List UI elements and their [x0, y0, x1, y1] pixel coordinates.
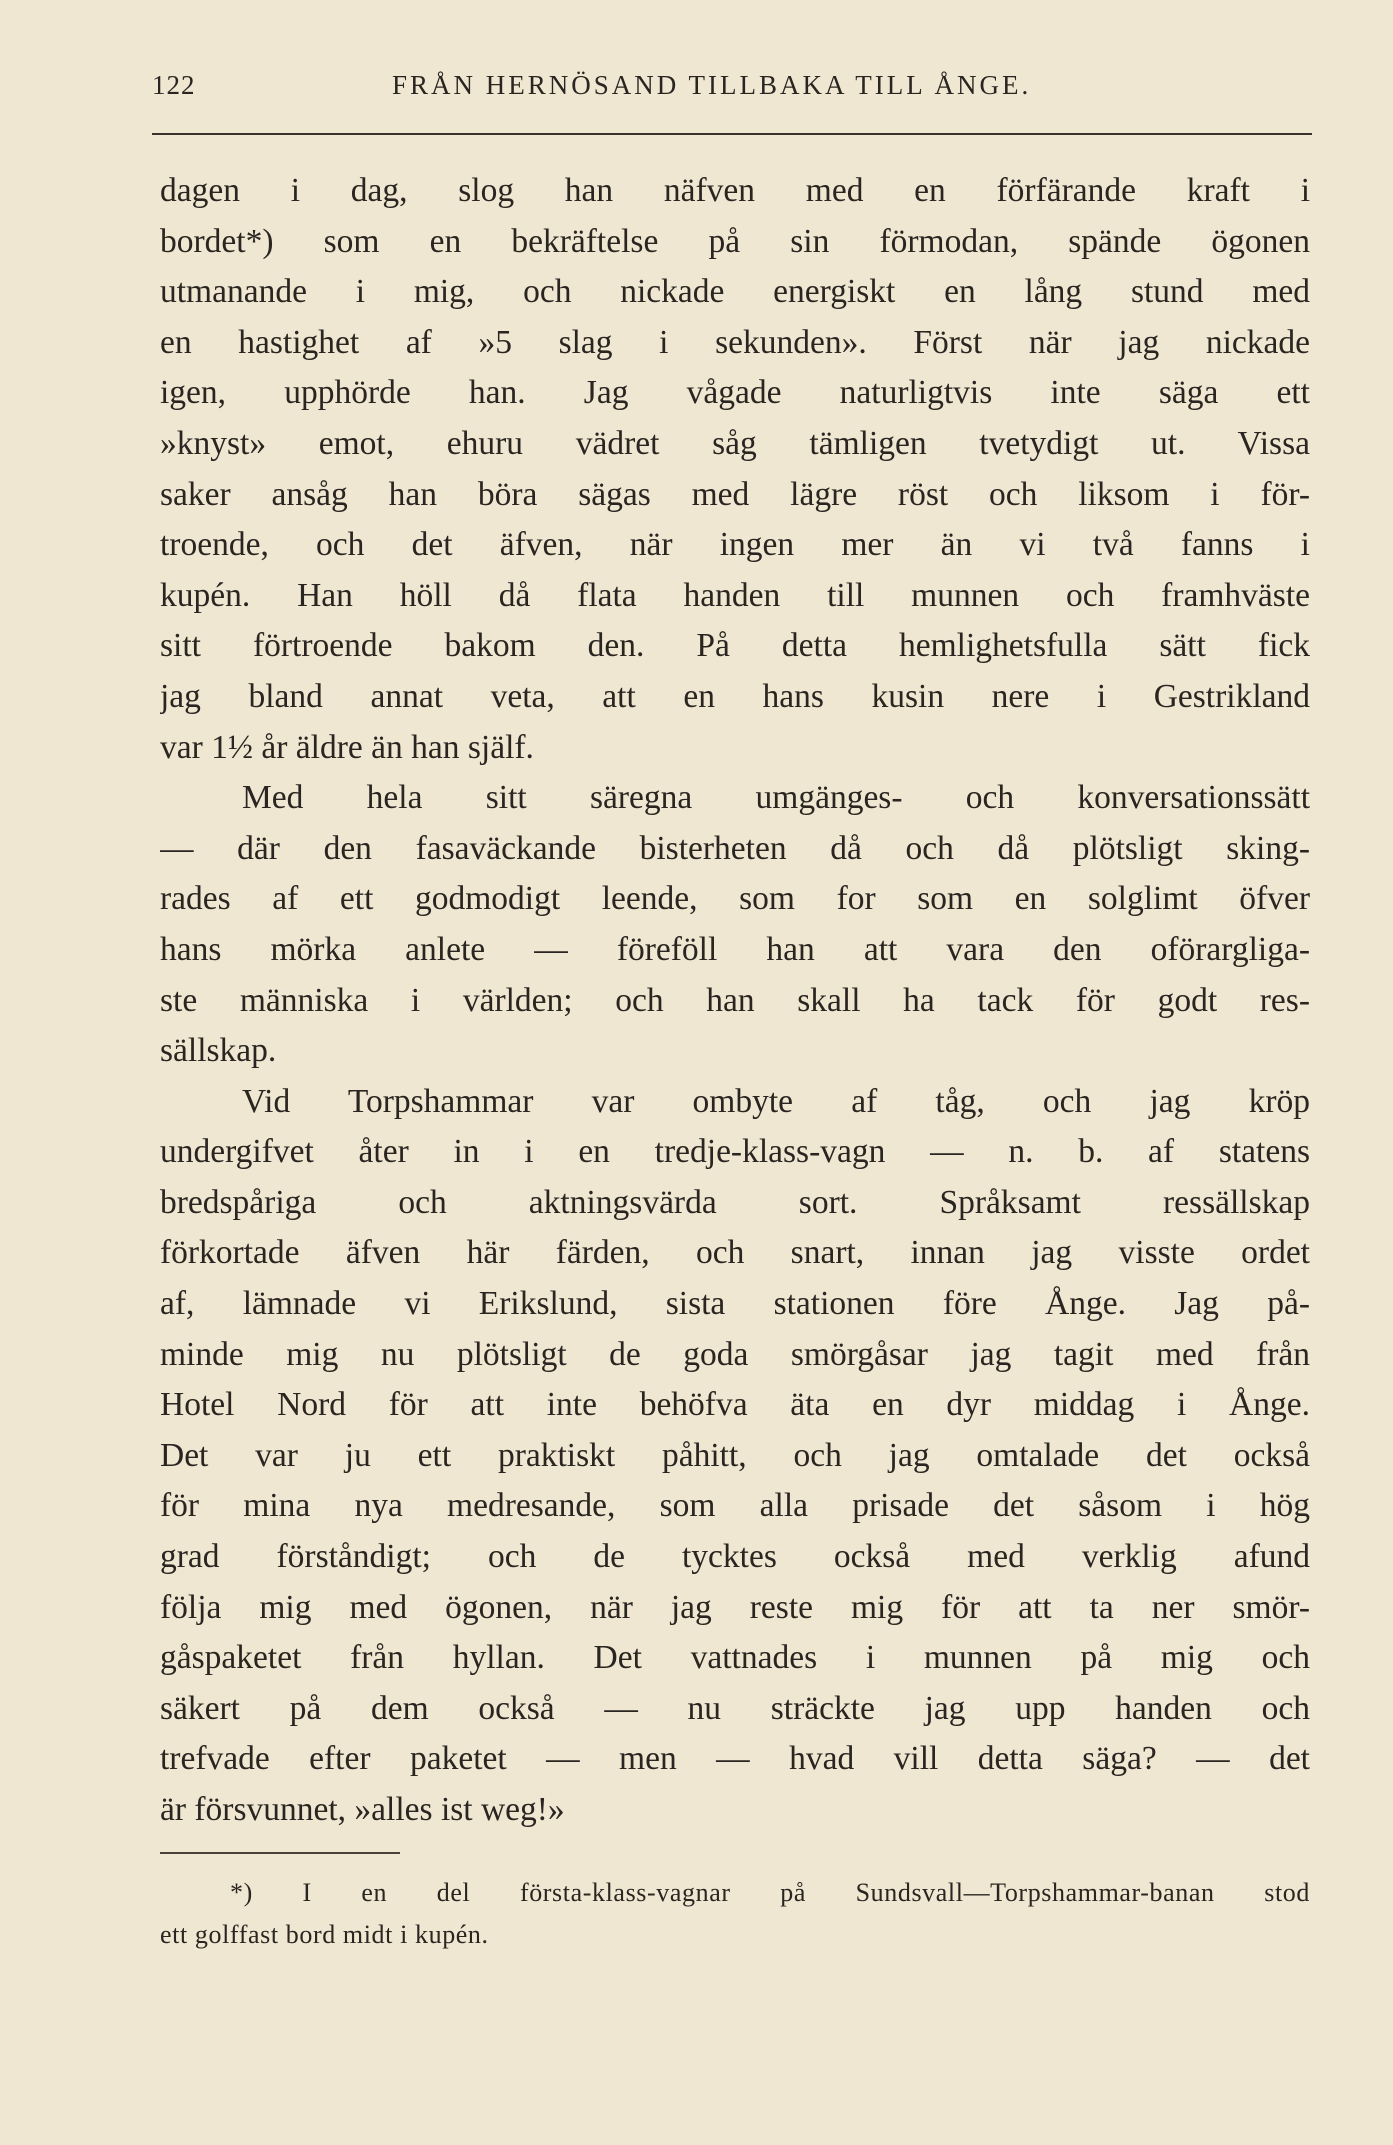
page-header	[152, 60, 1312, 110]
text-line: följa mig med ögonen, när jag reste mig för att ta ner smör-	[160, 1588, 1310, 1626]
text-line: hans mörka anlete — föreföll han att vara den oförargliga-	[160, 930, 1310, 968]
text-line: var 1½ år äldre än han själf.	[160, 728, 534, 766]
footnotes	[160, 1872, 1310, 1956]
text-line: igen, upphörde han. Jag vågade naturligtvis inte säga ett	[160, 374, 1310, 412]
text-line: troende, och det äfven, när ingen mer än vi två fanns i	[160, 526, 1310, 564]
text-line: minde mig nu plötsligt de goda smörgåsar jag tagit med från	[160, 1335, 1310, 1373]
body-text	[160, 166, 1310, 1836]
header-rule	[152, 133, 1312, 135]
text-line: ste människa i världen; och han skall ha tack för godt res-	[160, 981, 1310, 1019]
paragraph-start-line: Med hela sitt säregna umgänges- och konversationssätt	[242, 779, 1310, 817]
text-line: af, lämnade vi Erikslund, sista stationen före Ånge. Jag på-	[160, 1285, 1310, 1323]
text-line: för mina nya medresande, som alla prisade det såsom i hög	[160, 1487, 1310, 1525]
text-line: är försvunnet, »alles ist weg!»	[160, 1791, 565, 1828]
running-head: FRÅN HERNÖSAND TILLBAKA TILL ÅNGE.	[392, 70, 1032, 100]
text-line: saker ansåg han böra sägas med lägre röst och liksom i för-	[160, 475, 1310, 513]
text-line: jag bland annat veta, att en hans kusin nere i Gestrikland	[160, 677, 1310, 715]
text-line: Det var ju ett praktiskt påhitt, och jag omtalade det också	[160, 1436, 1310, 1474]
text-line: Hotel Nord för att inte behöfva äta en dyr middag i Ånge.	[160, 1386, 1310, 1424]
text-line: »knyst» emot, ehuru vädret såg tämligen tvetydigt ut. Vissa	[160, 424, 1310, 462]
text-line: kupén. Han höll då flata handen till munnen och framhväste	[160, 576, 1310, 614]
text-line: säkert på dem också — nu sträckte jag upp handen och	[160, 1689, 1310, 1727]
text-line: gåspaketet från hyllan. Det vattnades i munnen på mig och	[160, 1639, 1310, 1677]
text-line: bredspåriga och aktningsvärda sort. Språksamt ressällskap	[160, 1183, 1310, 1221]
text-line: förkortade äfven här färden, och snart, innan jag visste ordet	[160, 1234, 1310, 1272]
text-line: en hastighet af »5 slag i sekunden». Först när jag nickade	[160, 323, 1310, 361]
footnote-line: ett golffast bord midt i kupén.	[160, 1920, 489, 1949]
text-line: utmanande i mig, och nickade energiskt en lång stund med	[160, 273, 1310, 311]
paragraph-start-line: Vid Torpshammar var ombyte af tåg, och jag kröp	[242, 1082, 1310, 1120]
text-line: rades af ett godmodigt leende, som for som en solglimt öfver	[160, 880, 1310, 918]
text-line: — där den fasaväckande bisterheten då och då plötsligt sking-	[160, 829, 1310, 867]
footnote-line: *) I en del första-klass-vagnar på Sundsvall—Torpshammar-banan stod	[230, 1878, 1310, 1907]
footnote-rule	[160, 1852, 400, 1854]
text-line: bordet*) som en bekräftelse på sin förmodan, spände ögonen	[160, 222, 1310, 260]
text-line: dagen i dag, slog han näfven med en förfärande kraft i	[160, 172, 1310, 209]
text-line: undergifvet åter in i en tredje-klass-vagn — n. b. af statens	[160, 1133, 1310, 1171]
page-number: 122	[152, 70, 196, 100]
text-line: sällskap.	[160, 1032, 277, 1070]
text-line: sitt förtroende bakom den. På detta hemlighetsfulla sätt fick	[160, 627, 1310, 665]
text-line: trefvade efter paketet — men — hvad vill detta säga? — det	[160, 1740, 1310, 1778]
text-line: grad förståndigt; och de tycktes också med verklig afund	[160, 1538, 1310, 1576]
